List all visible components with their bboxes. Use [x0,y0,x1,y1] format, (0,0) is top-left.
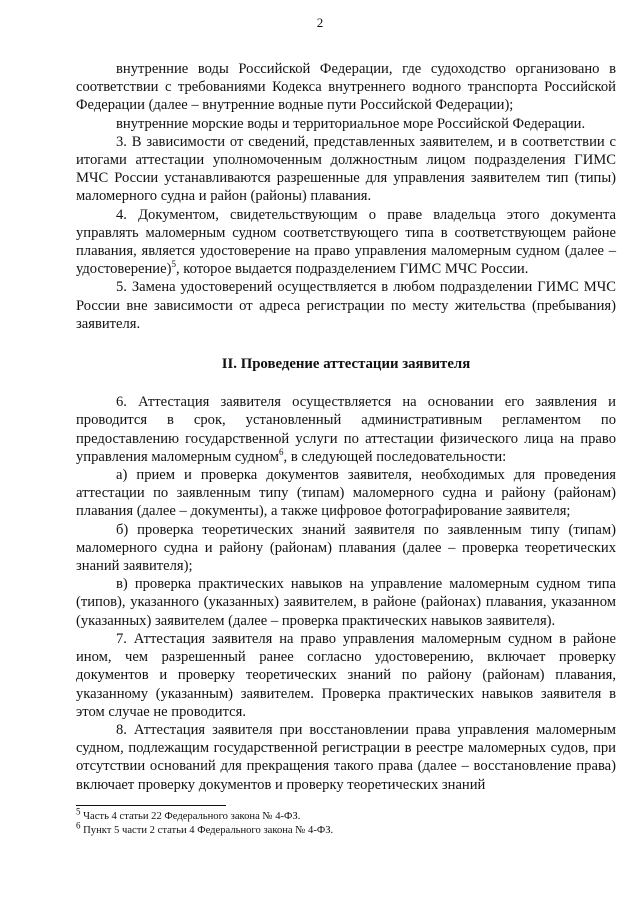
footnote [76,806,376,824]
footnotes [76,805,376,838]
paragraph-item-6 [76,393,616,466]
paragraph-sea-waters: внутренние морские воды и территориальное море Российской Федерации. [116,115,586,132]
paragraph-item-4-text-end: , которое выдается подразделением ГИМС МЧС России. [175,261,529,278]
footnote-mark-5: 5 [171,259,176,270]
paragraph-item-6v: в) проверка практических навыков на управление маломерным судном типа (типов), указанного (указанных) заявителем, в районе (районах) плавания, указанном (указанных) заявителем (далее – проверка практических навыков заявителя). [76,576,616,629]
paragraph-item-3: 3. В зависимости от сведений, представленных заявителем, и в соответствии с итогами аттестации уполномоченным должностным лицом подразделения ГИМС МЧС России устанавливаются разрешенные для управления заявителем тип (типы) маломерного судна и район (районы) плавания. [76,133,616,205]
page-number: 2 [316,15,324,30]
paragraph-item-6a: а) прием и проверка документов заявителя, необходимых для проведения аттестации по заявленным типу (типам) маломерного судна и району (районам) плавания (далее – документы), а также цифровое фотографирование заявителя; [76,467,616,520]
paragraph-item-8: 8. Аттестация заявителя при восстановлении права управления маломерным судном, подлежащим государственной регистрации в реестре маломерных судов, при отсутствии оснований для прекращения такого права (далее – восстановление права) включает проверку документов и проверку теоретических знаний [76,721,616,793]
paragraph-item-4-text: 4. Документом, свидетельствующим о праве владельца этого документа управлять маломерным судном соответствующего типа в соответствующем районе плавания, является удостоверение на право управления маломерным судном (далее – удостоверение) [76,206,616,278]
footnote-text: Пункт 5 части 2 статьи 4 Федерального закона № 4-ФЗ. [80,825,334,836]
paragraph-item-4 [76,206,616,279]
footnote-divider [76,805,226,806]
paragraph-inland-waters: внутренние воды Российской Федерации, где судоходство организовано в соответствии с требованиями Кодекса внутреннего водного транспорта Российской Федерации (далее – внутренние водные пути Российской Федерации); [76,61,616,114]
paragraph-item-5: 5. Замена удостоверений осуществляется в любом подразделении ГИМС МЧС России вне зависимости от адреса регистрации по месту жительства (пребывания) заявителя. [76,279,616,332]
footnote-number: 5 [76,806,81,817]
footnote-text: Часть 4 статьи 22 Федерального закона № 4-ФЗ. [80,811,301,822]
footnote [76,820,376,838]
paragraph-item-6-text: 6. Аттестация заявителя осуществляется на основании его заявления и проводится в срок, установленный административным регламентом по предоставлению государственной услуги по аттестации физического лица на право управления маломерным судном [76,394,616,465]
paragraph-item-7: 7. Аттестация заявителя на право управления маломерным судном в районе ином, чем разрешенный ранее согласно удостоверению, включает проверку документов и проверку теоретических знаний по району (районам) плавания, указанному (указанным) заявителем. Проверка практических навыков заявителя в этом случае не проводится. [76,630,616,720]
section-heading: II. Проведение аттестации заявителя [221,356,471,373]
document-body [76,60,616,794]
footnote-mark-6: 6 [279,447,284,457]
paragraph-item-6b: б) проверка теоретических знаний заявителя по заявленным типу (типам) маломерного судна и району (районам) плавания (далее – проверка теоретических знаний заявителя); [76,521,616,575]
footnote-number: 6 [76,820,81,831]
paragraph-item-6-text-end: , в следующей последовательности: [283,448,507,465]
